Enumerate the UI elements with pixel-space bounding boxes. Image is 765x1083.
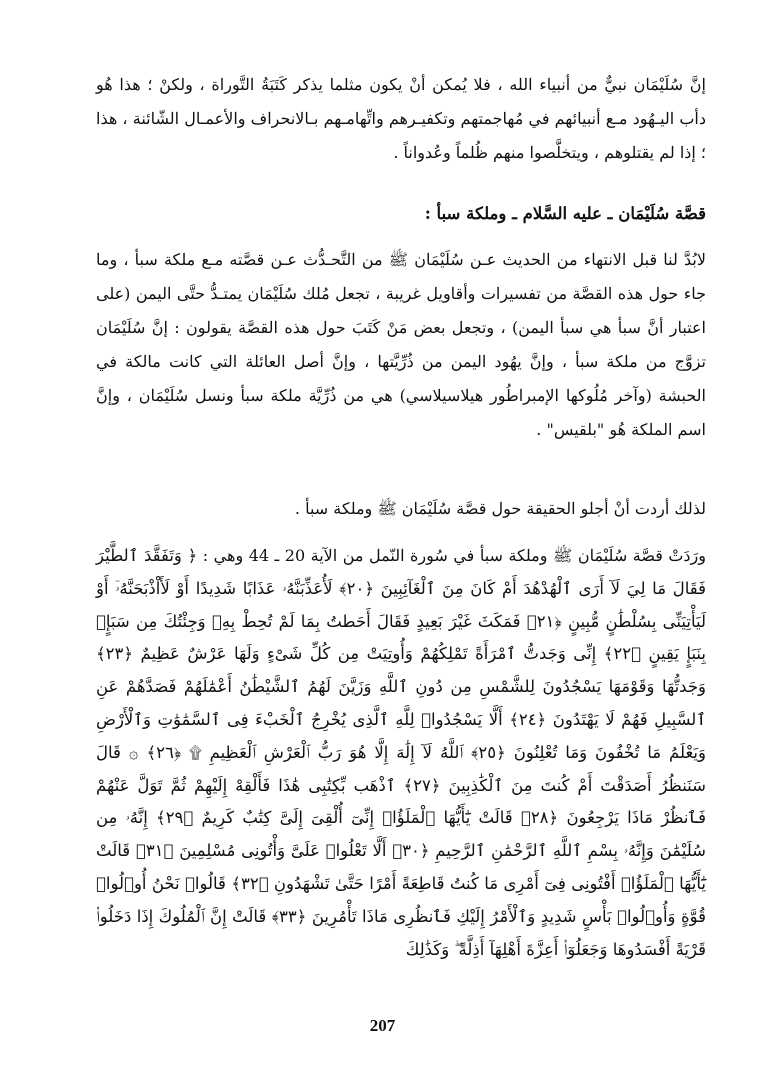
quran-intro: ورَدَتْ قصَّة سُلَيْمَان ﷺ وملكة سبأ في سُورة النّمل من الآية 20 ـ 44 وهي : [202,546,707,565]
intro-paragraph: إنَّ سُلَيْمَان نبيٌّ من أنبياء الله ، فلا يُمكن أنْ يكون مثلما يذكر كَتَبَةُ التَّوراة ، ولكنْ ؛ هذا هُو دأب اليـهُود مـع أنبيائهم في مُهاجمتهم وتكفيـرهم واتِّهامـهم بـالانحراف والأعمـال الشّائنة ، هذا ؛ إذا لم يقتلوهم ، ويتخلَّصوا منهم ظُلماً وعُدواناً . [96,75,706,162]
quran-verses: ﴿ وَتَفَقَّدَ ٱلطَّيْرَ فَقَالَ مَا لِيَ لَآ أَرَى ٱلْهُدْهُدَ أَمْ كَانَ مِنَ ٱلْغَآئِبِينَ ﴿٢٠﴾ لَأُعَذِّبَنَّهُۥ عَذَابًا شَدِيدًا أَوْ لَأَاْذْبَحَنَّهُۥٓ أَوْ لَيَأْتِيَنِّى بِسُلْطَٰنٍ مُّبِينٍ ﴿٢١﴾ فَمَكَثَ غَيْرَ بَعِيدٍ فَقَالَ أَحَطتُ بِمَا لَمْ تُحِطْ بِهِۦ وَجِئْتُكَ مِن سَبَإٍۭ بِنَبَإٍ يَقِينٍ ﴿٢٢﴾ إِنِّى وَجَدتُّ ٱمْرَأَةً تَمْلِكُهُمْ وَأُوتِيَتْ مِن كُلِّ شَىْءٍ وَلَهَا عَرْشٌ عَظِيمٌ ﴿٢٣﴾ وَجَدتُّهَا وَقَوْمَهَا يَسْجُدُونَ لِلشَّمْسِ مِن دُونِ ٱللَّهِ وَزَيَّنَ لَهُمُ ٱلشَّيْطَٰنُ أَعْمَٰلَهُمْ فَصَدَّهُمْ عَنِ ٱلسَّبِيلِ فَهُمْ لَا يَهْتَدُونَ ﴿٢٤﴾ أَلَّا يَسْجُدُوا۟ لِلَّهِ ٱلَّذِى يُخْرِجُ ٱلْخَبْءَ فِى ٱلسَّمَٰوَٰتِ وَٱلْأَرْضِ وَيَعْلَمُ مَا تُخْفُونَ وَمَا تُعْلِنُونَ ﴿٢٥﴾ ٱللَّهُ لَآ إِلَٰهَ إِلَّا هُوَ رَبُّ ٱلْعَرْشِ ٱلْعَظِيمِ ۩ ﴿٢٦﴾ ۞ قَالَ سَنَنظُرُ أَصَدَقْتَ أَمْ كُنتَ مِنَ ٱلْكَٰذِبِينَ ﴿٢٧﴾ ٱذْهَب بِّكِتَٰبِى هَٰذَا فَأَلْقِهْ إِلَيْهِمْ ثُمَّ تَوَلَّ عَنْهُمْ فَٱنظُرْ مَاذَا يَرْجِعُونَ ﴿٢٨﴾ قَالَتْ يَٰٓأَيُّهَا ٱلْمَلَؤُا۟ إِنِّىٓ أُلْقِىَ إِلَىَّ كِتَٰبٌ كَرِيمٌ ﴿٢٩﴾ إِنَّهُۥ مِن سُلَيْمَٰنَ وَإِنَّهُۥ بِسْمِ ٱللَّهِ ٱلرَّحْمَٰنِ ٱلرَّحِيمِ ﴿٣٠﴾ أَلَّا تَعْلُوا۟ عَلَىَّ وَأْتُونِى مُسْلِمِينَ ﴿٣١﴾ قَالَتْ يَٰٓأَيُّهَا ٱلْمَلَؤُا۟ أَفْتُونِى فِىٓ أَمْرِى مَا كُنتُ قَاطِعَةً أَمْرًا حَتَّىٰ تَشْهَدُونِ ﴿٣٢﴾ قَالُوا۟ نَحْنُ أُو۟لُوا۟ قُوَّةٍ وَأُو۟لُوا۟ بَأْسٍ شَدِيدٍ وَٱلْأَمْرُ إِلَيْكِ فَٱنظُرِى مَاذَا تَأْمُرِينَ ﴿٣٣﴾ قَالَتْ إِنَّ ٱلْمُلُوكَ إِذَا دَخَلُوا۟ قَرْيَةً أَفْسَدُوهَا وَجَعَلُوٓا۟ أَعِزَّةَ أَهْلِهَآ أَذِلَّةً ۖ وَكَذَٰلِكَ [96,546,706,959]
preface-paragraph: لابُدَّ لنا قبل الانتهاء من الحديث عـن سُلَيْمَان ﷺ من التَّحـدُّث عـن قصَّته مـع ملكة سبأ ، وما جاء حول هذه القصَّة من تفسيرات وأقاويل غريبة ، تجعل مُلك سُلَيْمَان يمتـدُّ حتَّى اليمن (على اعتبار أنَّ سبأ هي سبأ اليمن) ، وتجعل بعض مَنْ كَتَبَ حول هذه القصَّة يقولون : إنَّ سُلَيْمَان تزوَّج من ملكة سبأ ، وإنَّ يهُود اليمن من ذُرِّيَّتها ، وإنَّ أصل العائلة التي كانت مالكة في الحبشة (وآخر مُلُوكها الإمبراطُور هيلاسيلاسي) هي من ذُرِّيَّة ملكة سبأ ونسل سُلَيْمَان ، وإنَّ اسم الملكة هُو "بلقيس" . [96,250,707,439]
quran-paragraph [96,540,706,966]
page-number: 207 [369,1016,396,1035]
section-heading: قصَّة سُلَيْمَان ـ عليه السَّلام ـ وملكة سبأ : [424,204,706,223]
purpose-paragraph: لذلك أردت أنْ أجلو الحقيقة حول قصَّة سُلَيْمَان ﷺ وملكة سبأ . [294,499,706,518]
